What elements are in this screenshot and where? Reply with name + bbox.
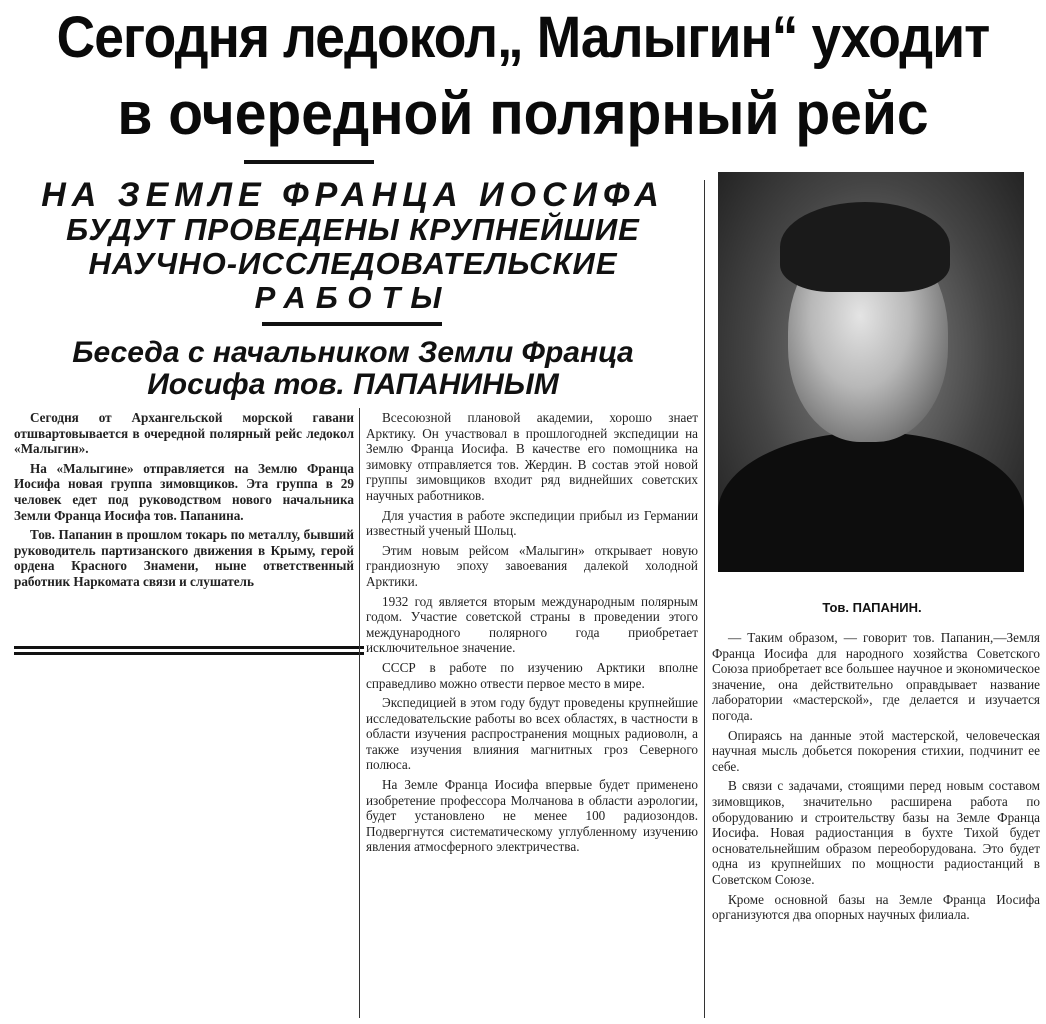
kicker-line-3: НАУЧНО-ИССЛЕДОВАТЕЛЬСКИЕ xyxy=(88,246,618,281)
paragraph: На Земле Франца Иосифа впервые будет применено изобретение профессора Молчанова в области аэрологии, будет установлено не менее 100 радиозондов. Подвергнутся систематическому углубленному изучению явления атмосферного электричества. xyxy=(366,777,698,855)
paragraph: СССР в работе по изучению Арктики вполне справедливо можно отвести первое место в мире. xyxy=(366,659,698,691)
kicker-divider xyxy=(262,322,442,326)
article-column-3 xyxy=(712,630,1040,927)
paragraph: В связи с задачами, стоящими перед новым составом зимовщиков, значительно расширена работа по оборудованию и строительству базы на Земле Франца Иосифа. Новая радиостанция в бухте Тихой будет основательнейшим образом переоборудована. Это будет одна из крупнейших по мощности радиостанций в Советском Союзе. xyxy=(712,778,1040,887)
headline-line-2: в очередной полярный рейс xyxy=(117,80,929,147)
paragraph: — Таким образом, — говорит тов. Папанин,—Земля Франца Иосифа для народного хозяйства Советского Союза приобретает все большее научное и экономическое значение, она действительно оправдывает название лаборатории «мастерской», где делается и изучается погода. xyxy=(712,630,1040,723)
headline-line-1: Сегодня ледокол„ Малыгин“ уходит xyxy=(56,5,990,70)
paragraph: Тов. Папанин в прошлом токарь по металлу, бывший руководитель партизанского движения в Крыму, герой ордена Красного Знамени, ныне ответственный работник Наркомата связи и слушатель xyxy=(14,527,354,589)
paragraph: Сегодня от Архангельской морской гавани отшвартовывается в очередной полярный рейс ледокол «Малыгин». xyxy=(14,410,354,457)
portrait-shoulders xyxy=(718,432,1024,572)
subheadline-line-2: Иосифа тов. ПАПАНИНЫМ xyxy=(147,368,559,401)
paragraph: На «Малыгине» отправляется на Землю Франца Иосифа новая группа зимовщиков. Эта группа в 29 человек едет под руководством нового начальника Земли Франца Иосифа тов. Папанина. xyxy=(14,460,354,523)
column-end-double-rule-top xyxy=(14,646,364,649)
paragraph: Этим новым рейсом «Малыгин» открывает новую грандиозную эпоху завоевания далекой холодной Арктики. xyxy=(366,542,698,589)
paragraph: 1932 год является вторым международным полярным годом. Участие советской страны в проведении этого международного полярного года приобретает исключительное значение. xyxy=(366,593,698,656)
kicker-line-1: НА ЗЕМЛЕ ФРАНЦА ИОСИФА xyxy=(41,176,665,214)
paragraph: Опираясь на данные этой мастерской, человеческая научная мысль добьется покорения стихии, подчинит ее себе. xyxy=(712,727,1040,774)
article-column-2 xyxy=(366,410,698,859)
portrait-photo xyxy=(718,172,1024,572)
kicker-line-2: БУДУТ ПРОВЕДЕНЫ КРУПНЕЙШИЕ xyxy=(66,212,640,247)
article-column-1 xyxy=(14,410,354,594)
headline-divider xyxy=(244,160,374,164)
column-divider-2 xyxy=(704,180,705,1018)
photo-caption: Тов. ПАПАНИН. xyxy=(822,600,922,615)
kicker-line-4: РАБОТЫ xyxy=(254,280,452,315)
portrait-hair xyxy=(780,202,950,292)
paragraph: Всесоюзной плановой академии, хорошо знает Арктику. Он участвовал в прошлогодней экспедиции на Землю Франца Иосифа. В качестве его помощника на зимовку отправляется тов. Жердин. В состав этой новой группы зимовщиков входит ряд виднейших советских научных работников. xyxy=(366,410,698,503)
column-end-double-rule-bottom xyxy=(14,652,364,655)
paragraph: Кроме основной базы на Земле Франца Иосифа организуются два опорных научных филиала. xyxy=(712,891,1040,923)
paragraph: Для участия в работе экспедиции прибыл из Германии известный ученый Шольц. xyxy=(366,507,698,539)
paragraph: Экспедицией в этом году будут проведены крупнейшие исследовательские работы во всех областях, в частности в области изучения распространения мощных радиоволн, а также изучения влияния магнитных гроз Северного полюса. xyxy=(366,695,698,773)
subheadline-line-1: Беседа с начальником Земли Франца xyxy=(72,336,634,369)
column-divider-1 xyxy=(359,408,360,1018)
